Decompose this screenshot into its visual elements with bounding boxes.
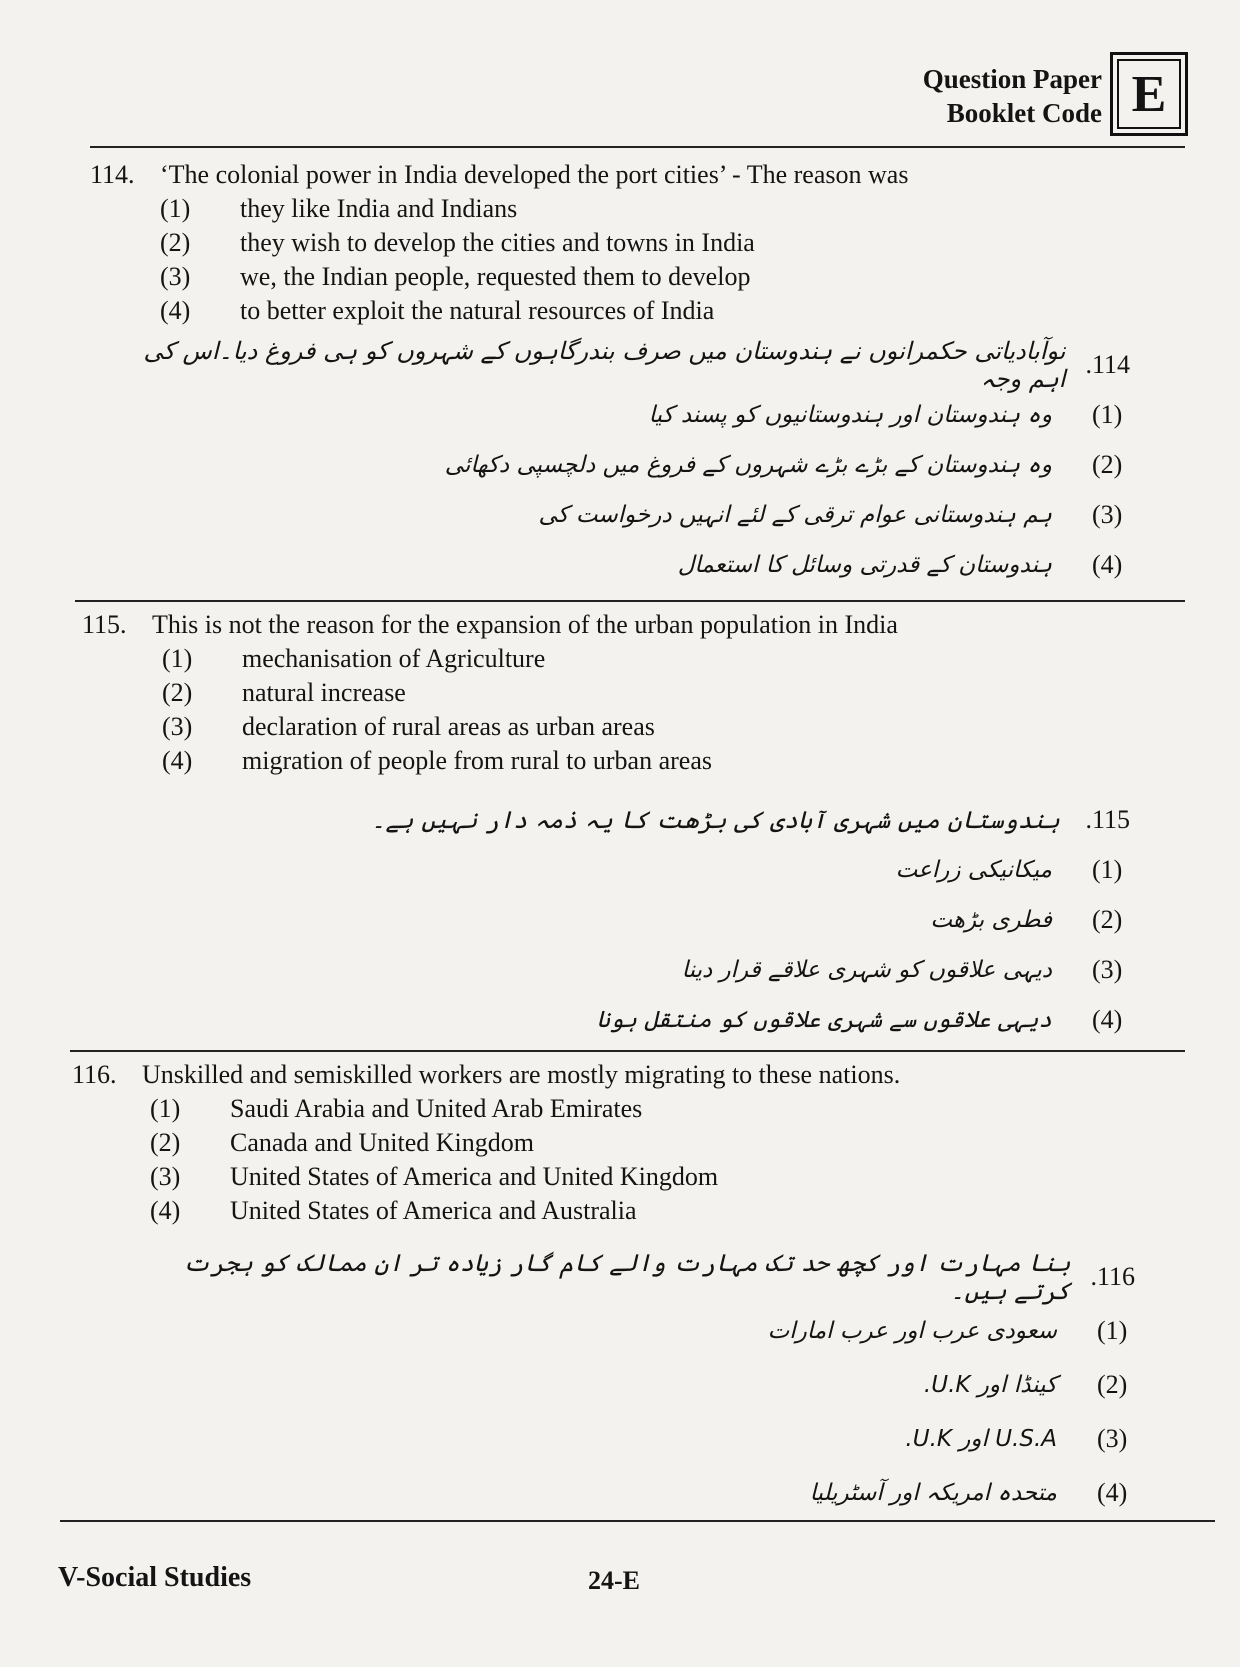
option-4: (4) United States of America and Australia bbox=[150, 1196, 637, 1225]
question-text-urdu: نوآبادیاتی حکمرانوں نے ہندوستان میں صرف بندرگاہوں کے شہروں کو ہی فروغ دیا۔اس کی اہم وجہ bbox=[143, 337, 1066, 393]
question-text: Unskilled and semiskilled workers are mostly migrating to these nations. bbox=[142, 1060, 901, 1089]
urdu-option-4: ہندوستان کے قدرتی وسائل کا استعمال (4) bbox=[677, 550, 1123, 579]
urdu-option-1: وہ ہندوستان اور ہندوستانیوں کو پسند کیا (1) bbox=[648, 400, 1123, 429]
urdu-option-1: سعودی عرب اور عرب امارات (1) bbox=[767, 1316, 1128, 1345]
option-1: (1) they like India and Indians bbox=[160, 194, 518, 223]
question-text-urdu: بنا مہارت اور کچھ حد تک مہارت والے کام گار زیادہ تر ان ممالک کو ہجرت کرتے ہیں۔ bbox=[182, 1249, 1071, 1305]
question-number: 114. bbox=[90, 160, 135, 189]
footer-subject: V-Social Studies bbox=[58, 1562, 252, 1593]
question-text: ‘The colonial power in India developed the port cities’ - The reason was bbox=[160, 160, 909, 189]
question-114-english bbox=[90, 160, 908, 328]
question-number-urdu: .115 bbox=[1085, 805, 1130, 834]
option-2: (2) they wish to develop the cities and towns in India bbox=[160, 228, 755, 257]
question-number-urdu: .116 bbox=[1090, 1262, 1135, 1291]
header-divider bbox=[90, 146, 1185, 148]
urdu-option-2: کینڈا اور U.K. (2) bbox=[923, 1370, 1128, 1399]
question-text-urdu: ہندوستان میں شہری آبادی کی بڑھت کا یہ ذمہ دار نہیں ہے۔ bbox=[371, 806, 1060, 834]
urdu-option-2: فطری بڑھت (2) bbox=[930, 905, 1123, 934]
option-1: (1) mechanisation of Agriculture bbox=[162, 644, 546, 673]
option-4: (4) migration of people from rural to urban areas bbox=[162, 746, 712, 775]
footer-divider bbox=[60, 1520, 1215, 1522]
divider-114 bbox=[75, 600, 1185, 602]
question-116-english bbox=[72, 1060, 900, 1228]
question-number: 115. bbox=[82, 610, 127, 639]
option-3: (3) we, the Indian people, requested them to develop bbox=[160, 262, 751, 291]
urdu-option-2: وہ ہندوستان کے بڑے بڑے شہروں کے فروغ میں دلچسپی دکھائی (2) bbox=[444, 450, 1123, 479]
code-label-line1: Question Paper bbox=[922, 64, 1102, 94]
code-label-line2: Booklet Code bbox=[946, 98, 1102, 128]
booklet-code-box bbox=[1110, 52, 1188, 136]
booklet-code: E bbox=[1117, 59, 1181, 129]
question-number: 116. bbox=[72, 1060, 117, 1089]
question-text: This is not the reason for the expansion of the urban population in India bbox=[152, 610, 898, 639]
urdu-option-4: متحدہ امریکہ اور آسٹریلیا (4) bbox=[809, 1478, 1128, 1507]
option-3: (3) declaration of rural areas as urban areas bbox=[162, 712, 655, 741]
urdu-option-3: ہم ہندوستانی عوام ترقی کے لئے انہیں درخواست کی (3) bbox=[538, 500, 1123, 529]
option-3: (3) United States of America and United Kingdom bbox=[150, 1162, 719, 1191]
urdu-option-4: دیہی علاقوں سے شہری علاقوں کو منتقل ہونا (4) bbox=[596, 1005, 1123, 1034]
urdu-option-3: دیہی علاقوں کو شہری علاقے قرار دینا (3) bbox=[681, 955, 1123, 984]
booklet-code-label bbox=[923, 62, 1102, 130]
divider-115 bbox=[70, 1050, 1185, 1052]
urdu-option-1: میکانیکی زراعت (1) bbox=[895, 855, 1123, 884]
question-114-urdu bbox=[130, 337, 1130, 590]
option-4: (4) to better exploit the natural resources of India bbox=[160, 296, 715, 325]
option-2: (2) Canada and United Kingdom bbox=[150, 1128, 534, 1157]
question-115-urdu bbox=[130, 795, 1130, 1045]
option-1: (1) Saudi Arabia and United Arab Emirates bbox=[150, 1094, 643, 1123]
question-116-urdu bbox=[135, 1250, 1135, 1520]
question-115-english bbox=[82, 610, 898, 778]
question-number-urdu: .114 bbox=[1085, 350, 1130, 379]
option-2: (2) natural increase bbox=[162, 678, 406, 707]
footer-page-number: 24-E bbox=[588, 1566, 640, 1595]
urdu-option-3: U.S.A اور U.K. (3) bbox=[905, 1424, 1128, 1453]
